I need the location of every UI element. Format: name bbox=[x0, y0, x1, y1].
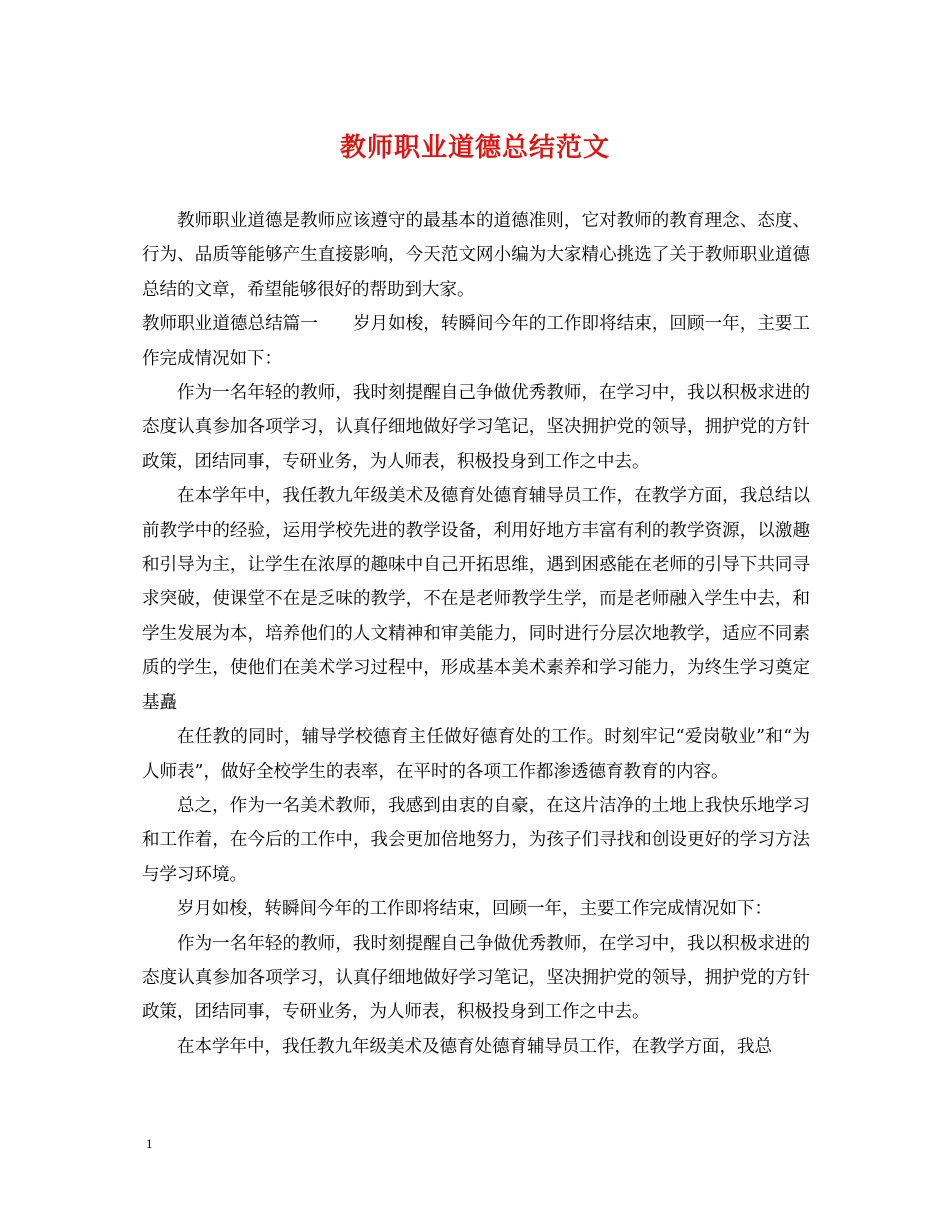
paragraph: 总之，作为一名美术教师，我感到由衷的自豪，在这片洁净的土地上我快乐地学习和工作着，在今后的工作中，我会更加倍地努力，为孩子们寻找和创设更好的学习方法与学习环境。 bbox=[142, 795, 810, 885]
document-title: 教师职业道德总结范文 bbox=[339, 133, 610, 163]
page-number: 1 bbox=[146, 1136, 153, 1151]
document-body bbox=[142, 204, 810, 1064]
paragraph-section-heading: 教师职业道德总结篇一 岁月如梭，转瞬间今年的工作即将结束，回顾一年，主要工作完成情况如下： bbox=[142, 314, 810, 369]
paragraph: 在本学年中，我任教九年级美术及德育处德育辅导员工作，在教学方面，我总 bbox=[177, 1036, 772, 1057]
paragraph: 岁月如梭，转瞬间今年的工作即将结束，回顾一年，主要工作完成情况如下： bbox=[177, 899, 772, 920]
paragraph-intro: 教师职业道德是教师应该遵守的最基本的道德准则，它对教师的教育理念、态度、行为、品质等能够产生直接影响，今天范文网小编为大家精心挑选了关于教师职业道德总结的文章，希望能够很好的帮助到大家。 bbox=[142, 211, 810, 300]
paragraph: 作为一名年轻的教师，我时刻提醒自己争做优秀教师，在学习中，我以积极求进的态度认真参加各项学习，认真仔细地做好学习笔记，坚决拥护党的领导，拥护党的方针政策，团结同事，专研业务，为人师表，积极投身到工作之中去。 bbox=[142, 383, 810, 472]
paragraph: 在任教的同时，辅导学校德育主任做好德育处的工作。时刻牢记“爱岗敬业”和“为人师表”，做好全校学生的表率，在平时的各项工作都渗透德育教育的内容。 bbox=[142, 727, 810, 782]
paragraph: 作为一名年轻的教师，我时刻提醒自己争做优秀教师，在学习中，我以积极求进的态度认真参加各项学习，认真仔细地做好学习笔记，坚决拥护党的领导，拥护党的方针政策，团结同事，专研业务，为人师表，积极投身到工作之中去。 bbox=[142, 933, 810, 1023]
paragraph: 在本学年中，我任教九年级美术及德育处德育辅导员工作，在教学方面，我总结以前教学中的经验，运用学校先进的教学设备，利用好地方丰富有利的教学资源，以激趣和引导为主，让学生在浓厚的趣味中自己开拓思维，遇到困惑能在老师的引导下共同寻求突破，使课堂不在是乏味的教学，不在是老师教学生学，而是老师融入学生中去，和学生发展为本，培养他们的人文精神和审美能力，同时进行分层次地教学，适应不同素质的学生，使他们在美术学习过程中，形成基本美术素养和学习能力，为终生学习奠定基矗 bbox=[142, 486, 810, 713]
